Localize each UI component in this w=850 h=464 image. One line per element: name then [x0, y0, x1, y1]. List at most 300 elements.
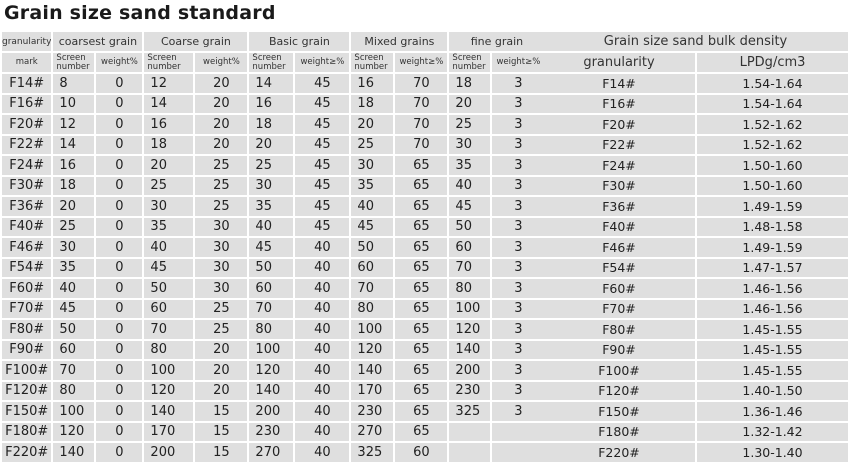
cell-weight: 65 — [395, 218, 447, 237]
cell-weight: 40 — [295, 423, 349, 442]
cell-screen-number: 16 — [53, 156, 94, 175]
cell-granularity: F60# — [543, 279, 695, 298]
cell-screen-number: 20 — [449, 95, 490, 114]
cell-screen-number: 80 — [53, 382, 94, 401]
cell-weight: 70 — [395, 74, 447, 93]
cell-weight: 0 — [96, 259, 142, 278]
cell-screen-number: 50 — [449, 218, 490, 237]
cell-weight: 65 — [395, 259, 447, 278]
cell-screen-number: 25 — [53, 218, 94, 237]
cell-weight: 0 — [96, 136, 142, 155]
cell-weight — [492, 443, 544, 462]
cell-weight: 3 — [492, 74, 544, 93]
cell-screen-number: 60 — [144, 300, 193, 319]
cell-weight: 65 — [395, 402, 447, 421]
cell-screen-number: 10 — [53, 95, 94, 114]
cell-weight: 40 — [295, 443, 349, 462]
cell-weight: 3 — [492, 238, 544, 257]
cell-weight: 25 — [195, 320, 247, 339]
cell-bulk-density: 1.40-1.50 — [697, 382, 848, 401]
header-mark: mark — [2, 53, 51, 72]
cell-screen-number: 80 — [351, 300, 393, 319]
cell-granularity: F120# — [543, 382, 695, 401]
cell-weight: 20 — [195, 361, 247, 380]
cell-screen-number: 80 — [249, 320, 293, 339]
cell-granularity: F80# — [543, 320, 695, 339]
table-row — [2, 197, 544, 216]
table-row — [2, 382, 544, 401]
cell-weight: 0 — [96, 197, 142, 216]
cell-screen-number: 45 — [144, 259, 193, 278]
cell-screen-number: 100 — [351, 320, 393, 339]
cell-weight: 30 — [195, 279, 247, 298]
cell-weight: 30 — [195, 218, 247, 237]
table-row — [543, 197, 848, 216]
cell-granularity: F70# — [543, 300, 695, 319]
cell-screen-number: 140 — [144, 402, 193, 421]
cell-screen-number: 20 — [351, 115, 393, 134]
cell-granularity: F24# — [543, 156, 695, 175]
cell-granularity: F22# — [2, 136, 51, 155]
group-header-fine: fine grain — [449, 32, 544, 51]
cell-screen-number — [449, 423, 490, 442]
cell-screen-number: 40 — [144, 238, 193, 257]
table-row — [543, 156, 848, 175]
cell-weight: 40 — [295, 402, 349, 421]
cell-screen-number: 120 — [449, 320, 490, 339]
cell-screen-number: 70 — [249, 300, 293, 319]
cell-screen-number: 8 — [53, 74, 94, 93]
table-row — [543, 238, 848, 257]
cell-screen-number: 120 — [249, 361, 293, 380]
subheader-weight: weight% — [96, 53, 142, 72]
subheader-screen-number: Screen number — [249, 53, 293, 72]
cell-screen-number: 16 — [144, 115, 193, 134]
cell-granularity: F16# — [543, 95, 695, 114]
cell-weight: 40 — [295, 279, 349, 298]
cell-granularity: F14# — [543, 74, 695, 93]
cell-weight: 65 — [395, 361, 447, 380]
group-header-mixed: Mixed grains — [351, 32, 447, 51]
cell-weight: 15 — [195, 423, 247, 442]
cell-weight: 0 — [96, 218, 142, 237]
cell-screen-number: 45 — [249, 238, 293, 257]
cell-screen-number: 80 — [449, 279, 490, 298]
table-row — [2, 218, 544, 237]
cell-granularity: F36# — [2, 197, 51, 216]
cell-granularity: F30# — [543, 177, 695, 196]
cell-weight: 0 — [96, 443, 142, 462]
table-subheader-row — [543, 53, 848, 72]
cell-weight: 40 — [295, 259, 349, 278]
cell-bulk-density: 1.50-1.60 — [697, 156, 848, 175]
cell-screen-number: 35 — [249, 197, 293, 216]
cell-screen-number: 20 — [53, 197, 94, 216]
cell-weight: 65 — [395, 279, 447, 298]
cell-weight: 65 — [395, 341, 447, 360]
cell-granularity: F70# — [2, 300, 51, 319]
cell-screen-number: 60 — [249, 279, 293, 298]
cell-screen-number: 120 — [144, 382, 193, 401]
table-header-row — [543, 32, 848, 51]
cell-screen-number: 16 — [351, 74, 393, 93]
cell-granularity: F46# — [543, 238, 695, 257]
cell-weight: 3 — [492, 320, 544, 339]
cell-weight: 40 — [295, 341, 349, 360]
cell-screen-number — [449, 443, 490, 462]
cell-weight: 30 — [195, 238, 247, 257]
table-row — [2, 320, 544, 339]
table-row — [543, 74, 848, 93]
cell-screen-number: 80 — [144, 341, 193, 360]
cell-granularity: F30# — [2, 177, 51, 196]
cell-screen-number: 40 — [351, 197, 393, 216]
cell-screen-number: 16 — [249, 95, 293, 114]
cell-screen-number: 40 — [53, 279, 94, 298]
table-row — [543, 259, 848, 278]
cell-screen-number: 100 — [53, 402, 94, 421]
cell-screen-number: 325 — [449, 402, 490, 421]
cell-screen-number: 100 — [449, 300, 490, 319]
cell-screen-number: 170 — [351, 382, 393, 401]
cell-screen-number: 200 — [249, 402, 293, 421]
table-row — [2, 443, 544, 462]
cell-weight: 20 — [195, 382, 247, 401]
table-row — [2, 115, 544, 134]
cell-weight: 40 — [295, 382, 349, 401]
cell-weight: 30 — [195, 259, 247, 278]
cell-screen-number: 270 — [351, 423, 393, 442]
cell-weight: 0 — [96, 300, 142, 319]
cell-screen-number: 25 — [144, 177, 193, 196]
cell-screen-number: 60 — [449, 238, 490, 257]
cell-weight: 65 — [395, 197, 447, 216]
cell-granularity: F60# — [2, 279, 51, 298]
cell-screen-number: 70 — [449, 259, 490, 278]
table-row — [543, 136, 848, 155]
cell-screen-number: 12 — [53, 115, 94, 134]
cell-weight: 45 — [295, 177, 349, 196]
table-row — [543, 177, 848, 196]
cell-screen-number: 200 — [144, 443, 193, 462]
cell-bulk-density: 1.47-1.57 — [697, 259, 848, 278]
cell-screen-number: 14 — [144, 95, 193, 114]
cell-weight: 45 — [295, 156, 349, 175]
cell-screen-number: 30 — [449, 136, 490, 155]
cell-weight: 25 — [195, 156, 247, 175]
cell-screen-number: 120 — [53, 423, 94, 442]
cell-weight: 3 — [492, 197, 544, 216]
cell-screen-number: 45 — [449, 197, 490, 216]
cell-weight: 70 — [395, 95, 447, 114]
cell-bulk-density: 1.49-1.59 — [697, 238, 848, 257]
cell-weight: 3 — [492, 115, 544, 134]
cell-screen-number: 12 — [144, 74, 193, 93]
cell-weight: 25 — [195, 177, 247, 196]
cell-screen-number: 40 — [249, 218, 293, 237]
cell-screen-number: 18 — [449, 74, 490, 93]
cell-weight: 20 — [195, 115, 247, 134]
cell-bulk-density: 1.45-1.55 — [697, 320, 848, 339]
cell-bulk-density: 1.54-1.64 — [697, 95, 848, 114]
cell-weight: 0 — [96, 156, 142, 175]
table-row — [2, 423, 544, 442]
cell-weight: 45 — [295, 95, 349, 114]
cell-screen-number: 20 — [144, 156, 193, 175]
table-row — [543, 279, 848, 298]
cell-screen-number: 18 — [144, 136, 193, 155]
cell-screen-number: 35 — [53, 259, 94, 278]
table-row — [543, 341, 848, 360]
cell-screen-number: 25 — [351, 136, 393, 155]
cell-weight: 45 — [295, 218, 349, 237]
cell-bulk-density: 1.48-1.58 — [697, 218, 848, 237]
cell-granularity: F180# — [2, 423, 51, 442]
cell-screen-number: 35 — [144, 218, 193, 237]
cell-screen-number: 50 — [53, 320, 94, 339]
cell-screen-number: 18 — [53, 177, 94, 196]
table-row — [2, 177, 544, 196]
cell-weight: 20 — [195, 95, 247, 114]
cell-bulk-density: 1.30-1.40 — [697, 443, 848, 462]
cell-weight: 3 — [492, 361, 544, 380]
cell-bulk-density: 1.36-1.46 — [697, 402, 848, 421]
cell-screen-number: 140 — [351, 361, 393, 380]
cell-screen-number: 230 — [449, 382, 490, 401]
cell-screen-number: 140 — [53, 443, 94, 462]
cell-weight: 0 — [96, 423, 142, 442]
cell-screen-number: 18 — [351, 95, 393, 114]
density-table-title: Grain size sand bulk density — [543, 32, 848, 51]
cell-weight: 0 — [96, 341, 142, 360]
cell-screen-number: 30 — [351, 156, 393, 175]
cell-granularity: F120# — [2, 382, 51, 401]
cell-screen-number: 100 — [144, 361, 193, 380]
cell-granularity: F180# — [543, 423, 695, 442]
cell-screen-number: 50 — [144, 279, 193, 298]
subheader-weight: weight≥% — [492, 53, 544, 72]
table-subheader-row — [2, 53, 544, 72]
cell-weight: 70 — [395, 136, 447, 155]
cell-granularity: F100# — [543, 361, 695, 380]
cell-weight: 3 — [492, 259, 544, 278]
cell-screen-number: 60 — [53, 341, 94, 360]
group-header-coarse: Coarse grain — [144, 32, 247, 51]
table-row — [2, 361, 544, 380]
cell-screen-number: 45 — [53, 300, 94, 319]
cell-bulk-density: 1.49-1.59 — [697, 197, 848, 216]
table-row — [543, 218, 848, 237]
table-row — [543, 361, 848, 380]
cell-weight: 65 — [395, 177, 447, 196]
cell-weight: 65 — [395, 156, 447, 175]
cell-granularity: F20# — [543, 115, 695, 134]
cell-screen-number: 120 — [351, 341, 393, 360]
cell-screen-number: 14 — [53, 136, 94, 155]
table-row — [2, 156, 544, 175]
cell-weight: 3 — [492, 156, 544, 175]
cell-weight: 25 — [195, 300, 247, 319]
cell-granularity: F16# — [2, 95, 51, 114]
cell-granularity: F40# — [543, 218, 695, 237]
cell-screen-number: 14 — [249, 74, 293, 93]
cell-granularity: F220# — [2, 443, 51, 462]
cell-weight: 0 — [96, 95, 142, 114]
cell-weight: 25 — [195, 197, 247, 216]
cell-bulk-density: 1.46-1.56 — [697, 300, 848, 319]
cell-weight: 65 — [395, 320, 447, 339]
cell-weight: 20 — [195, 136, 247, 155]
cell-granularity: F220# — [543, 443, 695, 462]
cell-screen-number: 35 — [449, 156, 490, 175]
cell-bulk-density: 1.32-1.42 — [697, 423, 848, 442]
cell-screen-number: 30 — [144, 197, 193, 216]
table-row — [543, 95, 848, 114]
subheader-weight: weight≥% — [395, 53, 447, 72]
cell-weight: 0 — [96, 382, 142, 401]
table-row — [2, 300, 544, 319]
cell-weight: 0 — [96, 115, 142, 134]
cell-granularity: F54# — [543, 259, 695, 278]
cell-screen-number: 270 — [249, 443, 293, 462]
bulk-density-table — [541, 30, 850, 464]
cell-weight: 3 — [492, 300, 544, 319]
cell-weight: 45 — [295, 197, 349, 216]
cell-weight: 40 — [295, 361, 349, 380]
cell-weight: 3 — [492, 136, 544, 155]
cell-weight: 3 — [492, 279, 544, 298]
cell-screen-number: 70 — [351, 279, 393, 298]
cell-screen-number: 70 — [53, 361, 94, 380]
cell-granularity: F46# — [2, 238, 51, 257]
table-row — [543, 382, 848, 401]
cell-weight: 3 — [492, 402, 544, 421]
subheader-screen-number: Screen number — [449, 53, 490, 72]
cell-screen-number: 230 — [249, 423, 293, 442]
header-granularity: granularity — [543, 53, 695, 72]
table-row — [2, 402, 544, 421]
cell-weight: 45 — [295, 74, 349, 93]
table-row — [2, 95, 544, 114]
table-row — [2, 136, 544, 155]
cell-weight: 0 — [96, 361, 142, 380]
cell-weight: 40 — [295, 238, 349, 257]
cell-bulk-density: 1.50-1.60 — [697, 177, 848, 196]
cell-weight: 3 — [492, 95, 544, 114]
cell-screen-number: 25 — [449, 115, 490, 134]
cell-weight: 3 — [492, 177, 544, 196]
cell-screen-number: 30 — [53, 238, 94, 257]
cell-granularity: F90# — [543, 341, 695, 360]
group-header-basic: Basic grain — [249, 32, 349, 51]
table-row — [2, 279, 544, 298]
cell-screen-number: 230 — [351, 402, 393, 421]
cell-screen-number: 30 — [249, 177, 293, 196]
cell-weight: 65 — [395, 300, 447, 319]
header-granularity: granularity — [2, 32, 51, 51]
cell-weight: 0 — [96, 238, 142, 257]
cell-granularity: F150# — [543, 402, 695, 421]
cell-weight: 65 — [395, 238, 447, 257]
table-row — [543, 402, 848, 421]
cell-weight: 70 — [395, 115, 447, 134]
cell-granularity: F80# — [2, 320, 51, 339]
subheader-weight: weight% — [195, 53, 247, 72]
cell-bulk-density: 1.45-1.55 — [697, 341, 848, 360]
cell-screen-number: 70 — [144, 320, 193, 339]
cell-bulk-density: 1.52-1.62 — [697, 115, 848, 134]
cell-screen-number: 50 — [249, 259, 293, 278]
cell-screen-number: 50 — [351, 238, 393, 257]
cell-granularity: F40# — [2, 218, 51, 237]
cell-granularity: F100# — [2, 361, 51, 380]
cell-granularity: F22# — [543, 136, 695, 155]
header-lpd: LPDg/cm3 — [697, 53, 848, 72]
cell-screen-number: 25 — [249, 156, 293, 175]
cell-screen-number: 20 — [249, 136, 293, 155]
cell-weight: 15 — [195, 402, 247, 421]
table-row — [2, 341, 544, 360]
table-row — [2, 74, 544, 93]
page-title: Grain size sand standard — [4, 2, 276, 24]
table-row — [2, 259, 544, 278]
cell-weight: 15 — [195, 443, 247, 462]
cell-screen-number: 200 — [449, 361, 490, 380]
grain-size-standard-table — [0, 30, 546, 464]
cell-weight: 60 — [395, 443, 447, 462]
table-header-row — [2, 32, 544, 51]
cell-screen-number: 325 — [351, 443, 393, 462]
cell-weight: 40 — [295, 300, 349, 319]
cell-weight: 40 — [295, 320, 349, 339]
cell-granularity: F14# — [2, 74, 51, 93]
cell-screen-number: 18 — [249, 115, 293, 134]
table-row — [543, 320, 848, 339]
cell-screen-number: 100 — [249, 341, 293, 360]
cell-weight: 3 — [492, 218, 544, 237]
cell-weight: 0 — [96, 402, 142, 421]
subheader-screen-number: Screen number — [53, 53, 94, 72]
subheader-screen-number: Screen number — [144, 53, 193, 72]
cell-screen-number: 60 — [351, 259, 393, 278]
cell-weight: 0 — [96, 74, 142, 93]
cell-screen-number: 140 — [249, 382, 293, 401]
subheader-weight: weight≥% — [295, 53, 349, 72]
cell-bulk-density: 1.52-1.62 — [697, 136, 848, 155]
table-row — [543, 443, 848, 462]
cell-weight: 0 — [96, 320, 142, 339]
cell-weight: 65 — [395, 382, 447, 401]
cell-weight: 3 — [492, 341, 544, 360]
cell-weight: 20 — [195, 341, 247, 360]
group-header-coarsest: coarsest grain — [53, 32, 142, 51]
cell-granularity: F90# — [2, 341, 51, 360]
table-row — [543, 115, 848, 134]
cell-weight: 20 — [195, 74, 247, 93]
cell-granularity: F20# — [2, 115, 51, 134]
cell-weight: 0 — [96, 177, 142, 196]
cell-screen-number: 40 — [449, 177, 490, 196]
cell-granularity: F150# — [2, 402, 51, 421]
cell-granularity: F36# — [543, 197, 695, 216]
cell-weight: 65 — [395, 423, 447, 442]
table-row — [2, 238, 544, 257]
cell-screen-number: 170 — [144, 423, 193, 442]
cell-weight: 45 — [295, 136, 349, 155]
cell-screen-number: 45 — [351, 218, 393, 237]
cell-weight — [492, 423, 544, 442]
table-row — [543, 300, 848, 319]
